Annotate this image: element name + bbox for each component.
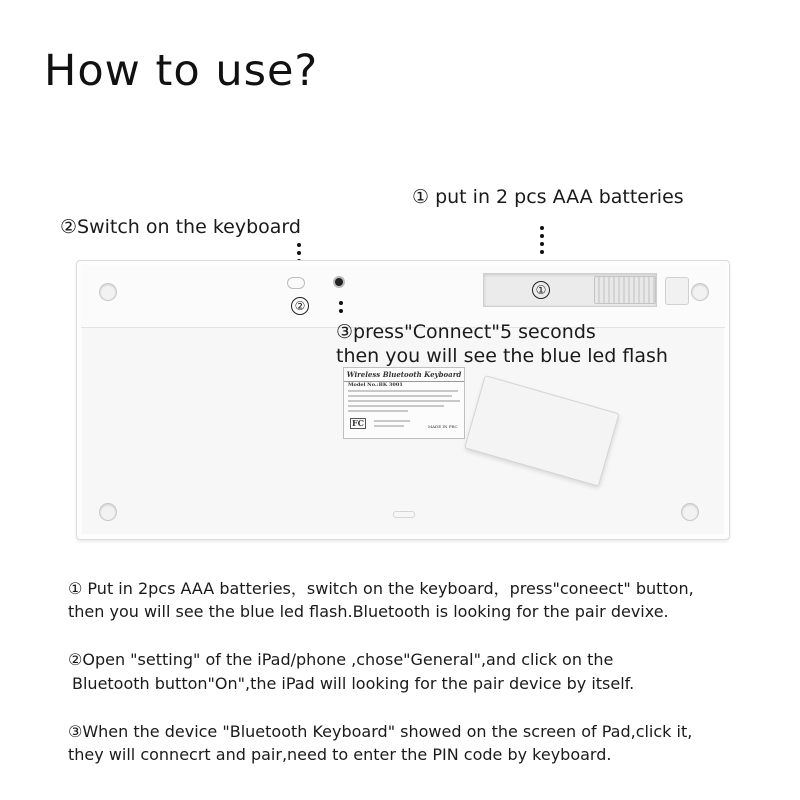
battery-icon xyxy=(594,276,656,304)
bottom-foot xyxy=(393,511,415,518)
instruction-3-line1: ③When the device "Bluetooth Keyboard" showed on the screen of Pad,click it, xyxy=(68,722,693,741)
connect-pointer xyxy=(339,301,343,317)
instruction-1-line2: then you will see the blue led flash.Bluetooth is looking for the pair devixe. xyxy=(68,602,669,621)
label-text-line xyxy=(374,420,410,422)
callout-switch: ②Switch on the keyboard xyxy=(60,216,301,238)
label-title: Wireless Bluetooth Keyboard xyxy=(344,370,464,382)
marker-switch: ② xyxy=(291,297,309,315)
page-title: How to use? xyxy=(44,46,319,96)
label-text-line xyxy=(348,405,444,407)
label-text-line xyxy=(374,425,404,427)
label-text-line xyxy=(348,410,408,412)
label-text-line xyxy=(348,400,460,402)
screw-top-right xyxy=(691,283,709,301)
keyboard-underside xyxy=(76,260,730,540)
screw-bottom-right xyxy=(681,503,699,521)
power-switch xyxy=(287,277,305,289)
product-label xyxy=(343,367,465,439)
callout-connect-line2: then you will see the blue led flash xyxy=(336,345,668,367)
callout-connect-line1: ③press"Connect"5 seconds xyxy=(336,321,596,343)
screw-top-left xyxy=(99,283,117,301)
instruction-2-line2: Bluetooth button"On",the iPad will looking for the pair device by itself. xyxy=(72,674,635,693)
label-model: Model No.:BK 3001 xyxy=(348,382,403,388)
connect-button xyxy=(333,276,345,288)
instruction-2-line1: ②Open "setting" of the iPad/phone ,chose"General",and click on the xyxy=(68,650,614,669)
callout-batteries: ① put in 2 pcs AAA batteries xyxy=(412,186,684,208)
battery-compartment xyxy=(483,273,657,307)
instruction-1-line1: ① Put in 2pcs AAA batteries，switch on the keyboard，press"coneect" button, xyxy=(68,579,694,598)
label-text-line xyxy=(348,390,458,392)
marker-battery: ① xyxy=(532,281,550,299)
instruction-3-line2: they will connecrt and pair,need to enter the PIN code by keyboard. xyxy=(68,745,612,764)
battery-latch xyxy=(665,277,689,305)
battery-cover xyxy=(464,375,620,487)
label-made-in: MADE IN PRC xyxy=(428,424,458,429)
screw-bottom-left xyxy=(99,503,117,521)
label-text-line xyxy=(348,395,452,397)
fc-logo: FC xyxy=(352,418,365,428)
callout-batteries-pointer xyxy=(540,226,544,258)
